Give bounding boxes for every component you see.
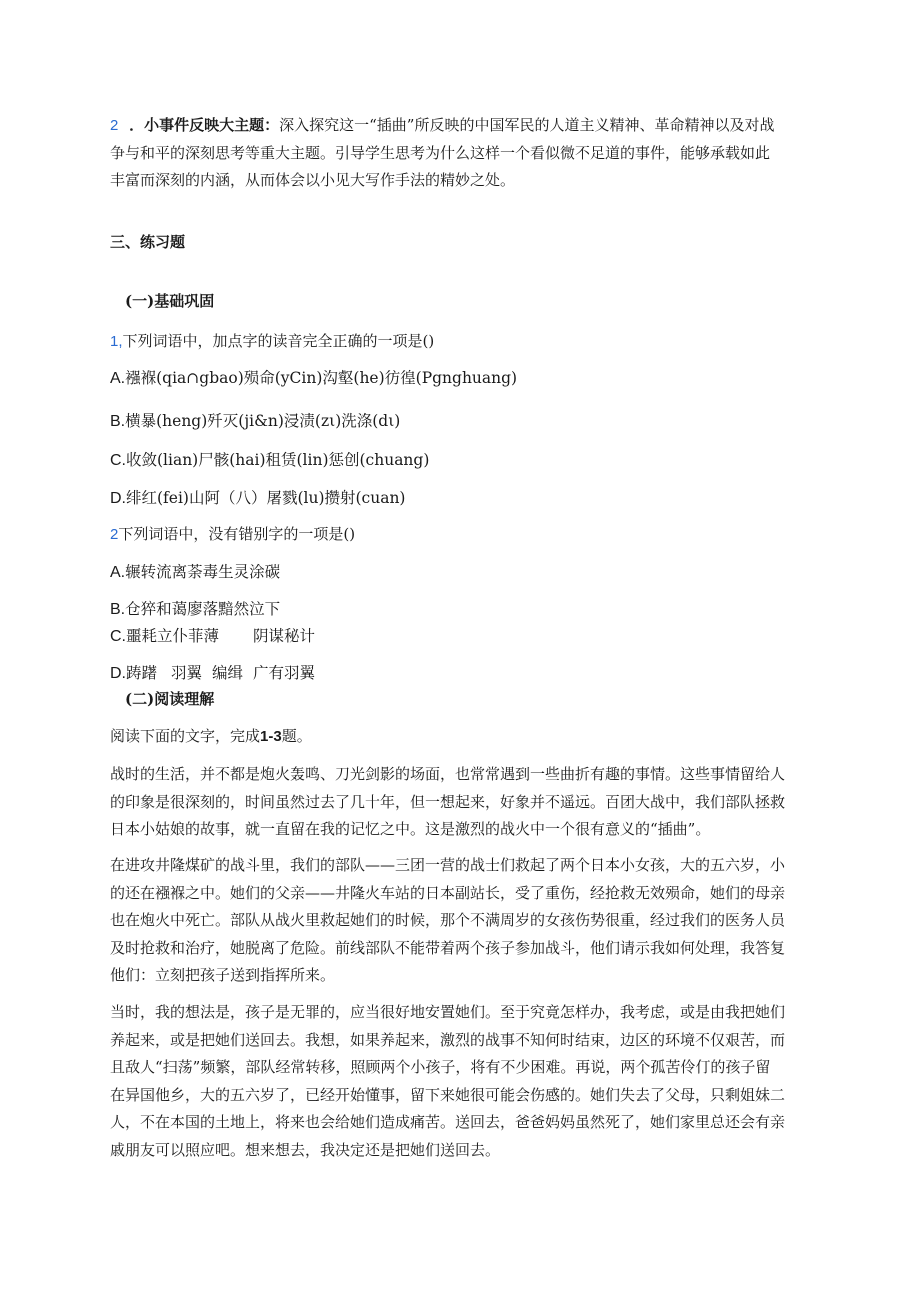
q1-option-b-letter: B. <box>110 413 126 430</box>
reading-paragraph-3 <box>110 999 810 1164</box>
reading-line: 在异国他乡，大的五六岁了，已经开始懂事，留下来她很可能会伤感的。她们失去了父母，只剩姐妹二 <box>110 1085 786 1104</box>
q1-option-d-letter: D. <box>110 490 126 507</box>
q2-option-b-text: 仓猝和蔼廖落黯然泣下 <box>125 600 281 618</box>
q1-text: 下列词语中，加点字的读音完全正确的一项是() <box>122 332 435 350</box>
reading-instruction-pre: 阅读下面的文字，完成 <box>110 727 261 745</box>
q1-option-c-text: 收敛(lian)尸骸(hai)租赁(lin)惩创(chuang) <box>126 451 430 469</box>
q1-option-a-text: 襁褓(qia∩gbao)殒命(yCin)沟壑(he)彷徨(Pgnghuang) <box>125 369 518 387</box>
reading-line: 的印象是很深刻的，时间虽然过去了几十年，但一想起来，好象并不遥远。百团大战中，我们部队拯救 <box>110 792 786 811</box>
q2-option-d-letter: D. <box>110 665 126 682</box>
q1-option-b <box>110 409 400 431</box>
reading-paragraph-1 <box>110 761 810 844</box>
q2-option-a <box>110 560 280 582</box>
q2-option-d-word-4: 广有羽翼 <box>253 664 316 682</box>
reading-line: 在进攻井隆煤矿的战斗里，我们的部队——三团一营的战士们救起了两个日本小女孩，大的五六岁，小 <box>110 856 786 874</box>
q1-option-b-text: 横暴(heng)歼灭(ji&n)浸渍(zι)洗涤(dι) <box>125 412 401 430</box>
q2-number: 2 <box>110 526 119 543</box>
q1-option-a-letter: A. <box>110 370 126 387</box>
q2-option-d-word-3: 编缉 <box>212 664 244 682</box>
part1-title: (一)基础巩固 <box>125 292 215 310</box>
q1-option-d-text: 绯红(fei)山阿（八）屠戮(lu)攒射(cuan) <box>126 489 406 507</box>
item2-number: 2 <box>110 117 119 134</box>
q2-stem <box>110 523 355 544</box>
reading-line: 当时，我的想法是，孩子是无罪的，应当很好地安置她们。至于究竟怎样办，我考虑，或是由我把她们 <box>110 1003 786 1021</box>
q2-option-c-letter: C. <box>110 628 126 645</box>
reading-line: 养起来，或是把她们送回去。我想，如果养起来，激烈的战事不知何时结束，边区的环境不仅艰苦，而 <box>110 1030 786 1049</box>
q1-number: 1, <box>110 333 123 350</box>
reading-line: 及时抢救和治疗，她脱离了危险。前线部队不能带着两个孩子参加战斗，他们请示我如何处理，我答复 <box>110 938 786 957</box>
item2-line-2: 争与和平的深刻思考等重大主题。引导学生思考为什么这样一个看似微不足道的事件，能够承载如此 <box>110 143 771 162</box>
q2-option-d-word-2: 羽翼 <box>171 664 203 682</box>
item2-line-1 <box>110 112 810 140</box>
item2-paragraph <box>110 112 810 195</box>
q2-option-d <box>110 661 315 683</box>
reading-line: 战时的生活，并不都是炮火轰鸣、刀光剑影的场面，也常常遇到一些曲折有趣的事情。这些事情留给人 <box>110 765 786 783</box>
q2-option-d-word-1: 踌躇 <box>126 664 158 682</box>
q2-option-a-text: 辗转流离荼毒生灵涂碳 <box>125 563 281 581</box>
q2-option-a-letter: A. <box>110 564 126 581</box>
q2-text: 下列词语中，没有错别字的一项是() <box>118 525 356 543</box>
item2-text-1: 深入探究这一“插曲”所反映的中国军民的人道主义精神、革命精神以及对战 <box>279 116 775 134</box>
reading-instruction-range: 1-3 <box>260 728 282 745</box>
item2-title: ．小事件反映大主题： <box>129 116 280 134</box>
reading-line: 日本小姑娘的故事，就一直留在我的记忆之中。这是激烈的战火中一个很有意义的“插曲”。 <box>110 820 711 838</box>
q2-option-b <box>110 597 280 619</box>
reading-paragraph-2 <box>110 852 810 990</box>
reading-line: 的还在襁褓之中。她们的父亲——井隆火车站的日本副站长，受了重伤，经抢救无效殒命，她们的母亲 <box>110 883 786 902</box>
q2-option-c-word-1: 噩耗立仆菲薄 <box>126 627 220 645</box>
reading-instruction <box>110 725 312 746</box>
q1-option-a <box>110 366 517 388</box>
reading-line: 也在炮火中死亡。部队从战火里救起她们的时候，那个不满周岁的女孩伤势很重，经过我们的医务人员 <box>110 911 786 929</box>
reading-line: 他们：立刻把孩子送到指挥所来。 <box>110 966 336 984</box>
q2-option-b-letter: B. <box>110 601 126 618</box>
part2-title: (二)阅读理解 <box>125 690 215 708</box>
q1-option-d <box>110 486 405 508</box>
q1-option-c-letter: C. <box>110 452 126 469</box>
item2-line-3: 丰富而深刻的内涵，从而体会以小见大写作手法的精妙之处。 <box>110 171 516 189</box>
q2-option-c-word-2: 阴谋秘计 <box>253 627 316 645</box>
reading-line: 人，不在本国的土地上，将来也会给她们造成痛苦。送回去，爸爸妈妈虽然死了，她们家里总还会有亲 <box>110 1113 786 1131</box>
reading-instruction-post: 题。 <box>281 727 312 745</box>
q2-option-c <box>110 624 315 646</box>
reading-line: 且敌人“扫荡”频繁，部队经常转移，照顾两个小孩子，将有不少困难。再说，两个孤苦伶仃的孩子留 <box>110 1058 771 1076</box>
section-title: 三、练习题 <box>110 233 186 251</box>
q1-stem <box>110 330 434 351</box>
reading-line: 戚朋友可以照应吧。想来想去，我决定还是把她们送回去。 <box>110 1140 501 1159</box>
q1-option-c <box>110 448 429 470</box>
